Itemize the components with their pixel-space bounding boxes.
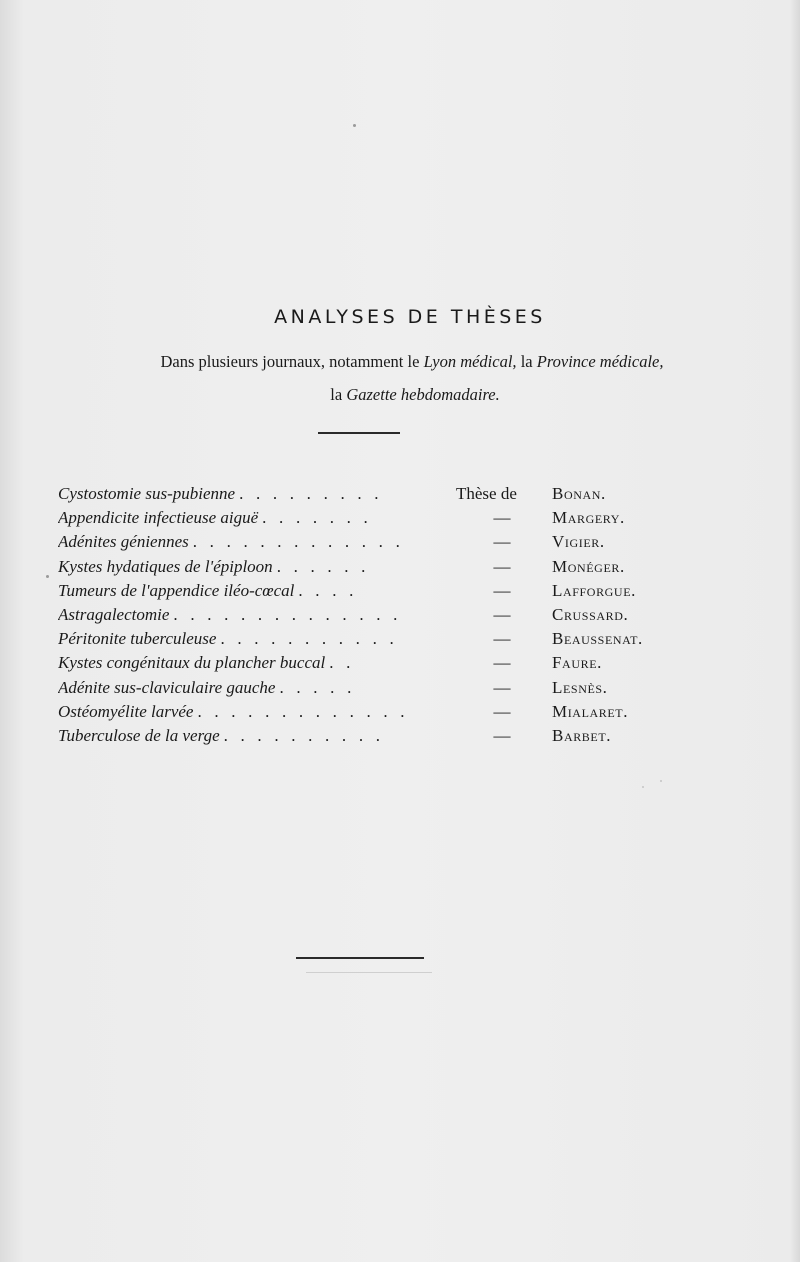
paper-speck <box>660 780 662 782</box>
ditto-dash: — <box>493 556 511 576</box>
ditto-dash: — <box>493 701 511 721</box>
thesis-author: Beaussenat. <box>552 629 643 649</box>
show-through-rule <box>306 972 432 973</box>
thesis-topic: Kystes hydatiques de l'épiploon . . . . . . <box>58 556 370 576</box>
thesis-topic: Appendicite infectieuse aiguë . . . . . . . <box>58 508 373 528</box>
thesis-row <box>58 508 698 532</box>
ditto-dash: — <box>493 508 511 528</box>
thesis-row <box>58 678 698 702</box>
thesis-author: Vigier. <box>552 532 605 552</box>
thesis-author: Lafforgue. <box>552 580 636 600</box>
paper-speck <box>353 124 356 127</box>
ditto-dash: — <box>493 629 511 649</box>
thesis-topic: Péritonite tuberculeuse . . . . . . . . . . . <box>58 629 398 649</box>
thesis-row <box>58 484 698 508</box>
ditto-dash: — <box>493 677 511 697</box>
thesis-row <box>58 726 698 750</box>
journal-name: Lyon médical, <box>423 352 517 371</box>
leader-dots: . . . . . . . . . . . . . <box>192 532 405 552</box>
thesis-topic: Kystes congénitaux du plancher buccal . . <box>58 653 355 673</box>
thesis-topic: Adénite sus-claviculaire gauche . . . . . <box>58 677 356 697</box>
divider-top <box>318 432 400 434</box>
intro-line-2 <box>0 385 800 405</box>
intro-line-1 <box>0 352 800 372</box>
intro-text: Dans plusieurs journaux, notamment le <box>160 352 424 371</box>
thesis-row <box>58 557 698 581</box>
thesis-author: Faure. <box>552 653 602 673</box>
leader-dots: . . . . . . . . . <box>239 484 383 503</box>
thesis-topic: Adénites géniennes . . . . . . . . . . . . . <box>58 532 405 552</box>
paper-speck <box>46 575 49 578</box>
these-label: Thèse de <box>456 484 517 503</box>
leader-dots: . . . . . . . . . . . . . <box>197 701 409 721</box>
leader-dots: . . . . <box>298 580 358 600</box>
thesis-row <box>58 581 698 605</box>
leader-dots: . . . . . . . . . . . <box>220 629 398 649</box>
thesis-topic: Astragalectomie . . . . . . . . . . . . . . <box>58 604 402 624</box>
ditto-dash: — <box>493 653 511 673</box>
leader-dots: . . . . . <box>279 677 356 697</box>
thesis-author: Bonan. <box>552 484 606 503</box>
thesis-topic: Ostéomyélite larvée . . . . . . . . . . . . . <box>58 701 409 721</box>
journal-name: Gazette hebdomadaire. <box>346 385 500 404</box>
leader-dots: . . <box>329 653 355 673</box>
intro-text: la <box>516 352 537 371</box>
page-title: ANALYSES DE THÈSES <box>274 306 546 328</box>
paper-speck <box>642 786 644 788</box>
thesis-row <box>58 702 698 726</box>
theses-list <box>58 484 698 750</box>
ditto-dash: — <box>493 532 511 552</box>
thesis-topic: Cystostomie sus-pubienne . . . . . . . . . <box>58 484 383 503</box>
thesis-row <box>58 653 698 677</box>
thesis-row <box>58 605 698 629</box>
journal-name: Province médicale, <box>536 352 664 371</box>
thesis-author: Barbet. <box>552 725 612 745</box>
thesis-topic: Tumeurs de l'appendice iléo-cœcal . . . . <box>58 580 358 600</box>
thesis-author: Lesnès. <box>552 677 608 697</box>
thesis-author: Mialaret. <box>552 701 629 721</box>
ditto-dash: — <box>493 604 511 624</box>
ditto-dash: — <box>493 725 511 745</box>
leader-dots: . . . . . . . <box>262 508 373 528</box>
leader-dots: . . . . . . . . . . <box>223 725 385 745</box>
thesis-author: Monéger. <box>552 556 625 576</box>
divider-bottom <box>296 957 424 959</box>
thesis-row <box>58 532 698 556</box>
intro-text: la <box>330 385 347 404</box>
thesis-author: Crussard. <box>552 604 629 624</box>
thesis-row <box>58 629 698 653</box>
leader-dots: . . . . . . . . . . . . . . <box>173 604 402 624</box>
ditto-dash: — <box>493 580 511 600</box>
leader-dots: . . . . . . <box>276 556 370 576</box>
thesis-topic: Tuberculose de la verge . . . . . . . . . . <box>58 725 385 745</box>
thesis-author: Margery. <box>552 508 625 528</box>
